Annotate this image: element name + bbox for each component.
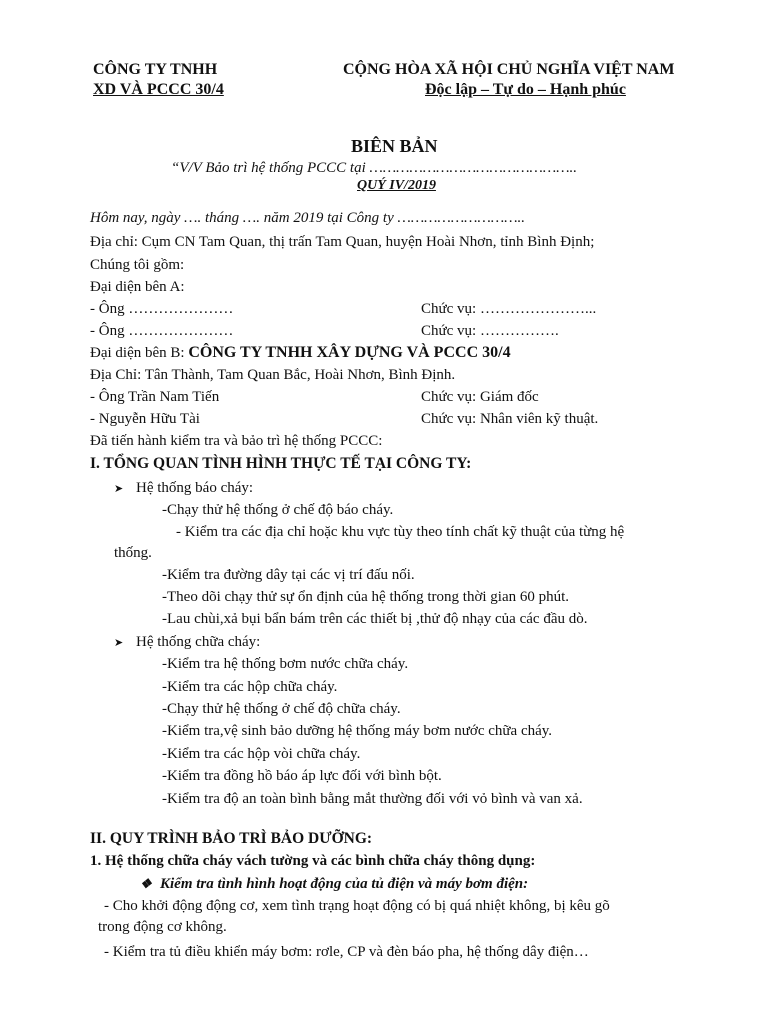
nation-title: CỘNG HÒA XÃ HỘI CHỦ NGHĨA VIỆT NAM [343,61,675,78]
section-2-sub-1: 1. Hệ thống chữa cháy vách tường và các bình chữa cháy thông dụng: [90,853,536,869]
list-item: -Kiểm tra đường dây tại các vị trí đấu nối. [162,567,415,583]
list-item: -Chạy thử hệ thống ở chế độ chữa cháy. [162,701,401,717]
section-2-heading: II. QUY TRÌNH BẢO TRÌ BẢO DƯỠNG: [90,830,373,847]
date-line: Hôm nay, ngày …. tháng …. năm 2019 tại Công ty ……………………….. [90,210,526,226]
group-1-title-text: Hệ thống báo cháy: [136,480,254,496]
group-1-title [114,480,253,497]
party-a-label: Đại diện bên A: [90,279,185,295]
paragraph-line: - Cho khởi động động cơ, xem tình trạng hoạt động có bị quá nhiệt không, bị kêu gõ [104,898,610,914]
nation-motto: Độc lập – Tự do – Hạnh phúc [425,81,626,98]
party-a-row-role: Chức vụ: …………………... [421,301,597,317]
section-2-sub-1-item-text: Kiểm tra tình hình hoạt động của tủ điện và máy bơm điện: [160,876,529,892]
party-b-line [90,344,511,362]
document-quarter: QUÝ IV/2019 [357,178,436,193]
list-item: -Kiểm tra độ an toàn bình bằng mắt thường đối với vỏ bình và van xả. [162,791,583,807]
party-b-address: Địa Chỉ: Tân Thành, Tam Quan Bắc, Hoài Nhơn, Bình Định. [90,367,456,383]
document-title: BIÊN BẢN [351,136,438,156]
party-b-label: Đại diện bên B: [90,345,189,361]
party-b-row-name: - Nguyễn Hữu Tài [90,411,200,427]
list-item: -Theo dõi chạy thử sự ổn định của hệ thống trong thời gian 60 phút. [162,589,570,605]
group-2-title-text: Hệ thống chữa cháy: [136,634,261,650]
paragraph-line: trong động cơ không. [98,919,227,935]
company-name-line1: CÔNG TY TNHH [93,61,218,78]
list-item: -Kiểm tra hệ thống bơm nước chữa cháy. [162,656,409,672]
party-a-row-name: - Ông ………………… [90,301,234,317]
list-item: -Lau chùi,xả bụi bẩn bám trên các thiết bị ,thử độ nhạy của các đầu dò. [162,611,588,627]
paragraph-line: - Kiểm tra tủ điều khiển máy bơm: rơle, CP và đèn báo pha, hệ thống dây điện… [104,944,589,960]
diamond-bullet-icon: ❖ [140,876,152,891]
members-line: Chúng tôi gồm: [90,257,185,273]
party-b-row-role: Chức vụ: Nhân viên kỹ thuật. [421,411,599,427]
list-item: -Kiểm tra các hộp vòi chữa cháy. [162,746,361,762]
list-item: -Chạy thử hệ thống ở chế độ báo cháy. [162,502,394,518]
party-b-row-role: Chức vụ: Giám đốc [421,389,539,405]
party-a-row-name: - Ông ………………… [90,323,234,339]
group-2-title [114,634,260,651]
list-item: -Kiểm tra,vệ sinh bảo dưỡng hệ thống máy bơm nước chữa cháy. [162,723,553,739]
section-2-sub-1-item [140,876,528,893]
company-name-line2: XD VÀ PCCC 30/4 [93,81,224,98]
list-item-wrap-first: - Kiểm tra các địa chỉ hoặc khu vực tùy theo tính chất kỹ thuật của từng hệ [176,524,625,540]
list-item: -Kiểm tra đồng hồ báo áp lực đối với bình bột. [162,768,442,784]
done-line: Đã tiến hành kiểm tra và bảo trì hệ thống PCCC: [90,433,383,449]
document-subject: “V/V Bảo trì hệ thống PCCC tại ……………………………………….. [171,160,578,176]
party-b-company: CÔNG TY TNHH XÂY DỰNG VÀ PCCC 30/4 [188,344,511,361]
address-line: Địa chỉ: Cụm CN Tam Quan, thị trấn Tam Quan, huyện Hoài Nhơn, tỉnh Bình Định; [90,234,595,250]
arrow-bullet-icon: ➤ [114,483,124,495]
section-1-heading: I. TỔNG QUAN TÌNH HÌNH THỰC TẾ TẠI CÔNG TY: [90,455,472,472]
list-item: -Kiểm tra các hộp chữa cháy. [162,679,338,695]
party-b-row-name: - Ông Trần Nam Tiến [90,389,220,405]
arrow-bullet-icon: ➤ [114,637,124,649]
list-item-wrap-second: thống. [114,545,152,561]
party-a-row-role: Chức vụ: ……………. [421,323,559,339]
